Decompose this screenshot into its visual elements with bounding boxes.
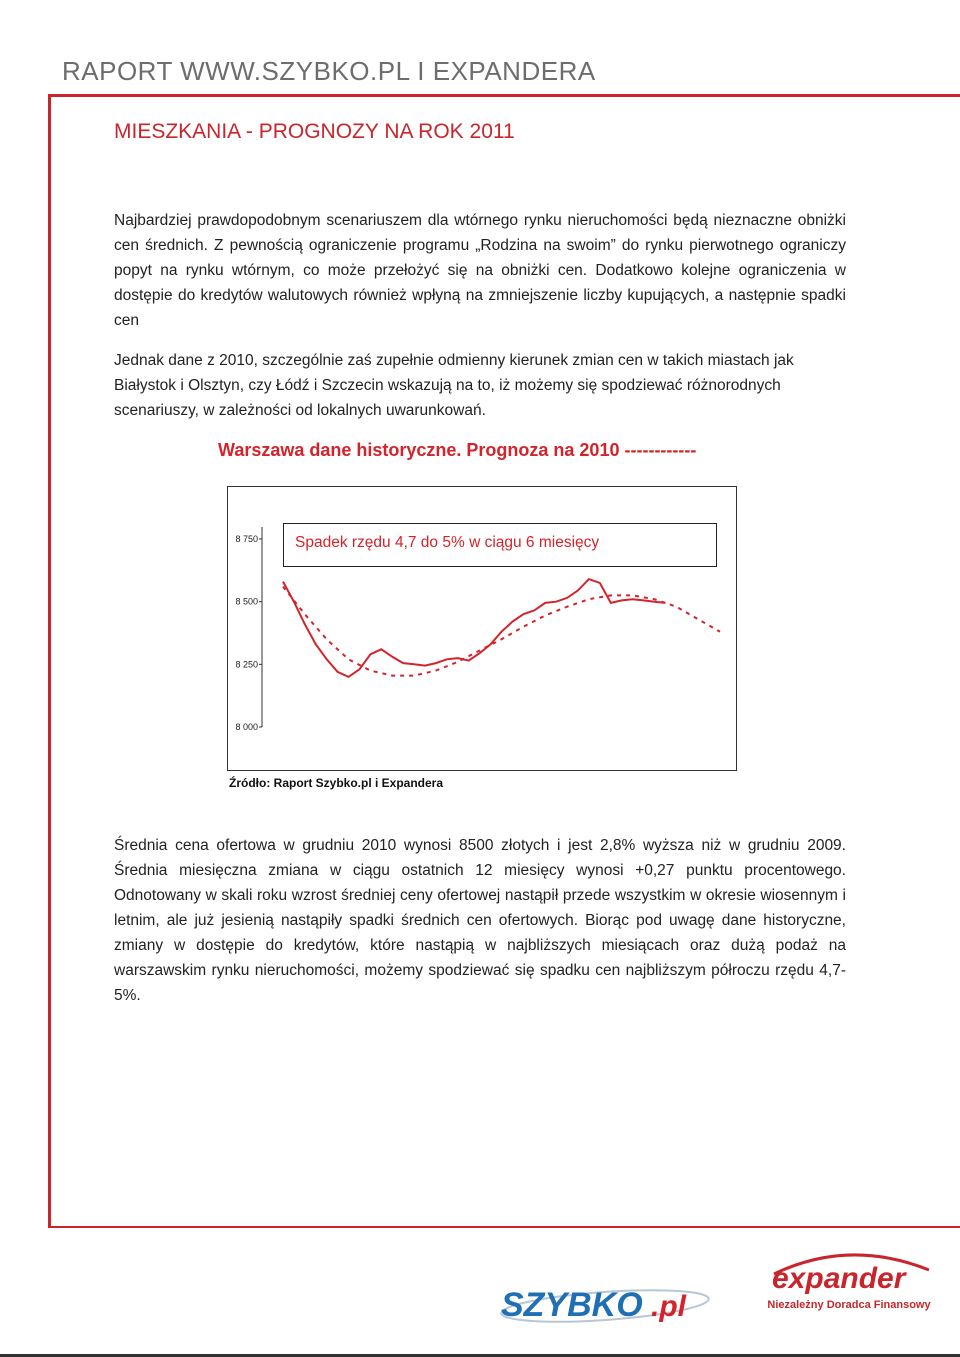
y-tick-label: 8 250 <box>235 659 258 670</box>
chart-annotation-box <box>283 523 717 567</box>
svg-text:expander: expander <box>772 1262 906 1295</box>
frame-top-border <box>48 94 960 97</box>
frame-left-border <box>48 94 51 1228</box>
szybko-logo <box>495 1280 715 1328</box>
svg-text:SZYBKO: SZYBKO <box>501 1286 643 1324</box>
y-tick-label: 8 500 <box>235 596 258 607</box>
historical-price-line <box>283 579 665 677</box>
szybko-logo-graphic <box>495 1280 715 1328</box>
chart-source: Źródło: Raport Szybko.pl i Expandera <box>229 776 444 790</box>
paragraph-december-price-summary: Średnia cena ofertowa w grudniu 2010 wynosi 8500 złotych i jest 2,8% wyższa niż w grudniu 2009. Średnia miesięczna zmiana w ciągu ostatnich 12 miesięcy wynosi +0,27 punktu procentowego. Odnotowany w skali roku wzrost średniej ceny ofertowej nastąpił przede wszystkim w okresie wiosennym i letnim, ale już jesienią nastąpiły spadki średnich cen ofertowych. Biorąc pod uwagę dane historyczne, zmiany w dostępie do kredytów, które nastąpią w najbliższych miesiącach oraz dużą podaż na warszawskim rynku nieruchomości, możemy spodziewać się spadku cen najbliższym półroczu rzędu 4,7-5%. <box>114 837 846 1004</box>
y-tick-label: 8 750 <box>235 534 258 544</box>
section-title: MIESZKANIA - PROGNOZY NA ROK 2011 <box>114 120 515 143</box>
report-header-title: RAPORT WWW.SZYBKO.PL I EXPANDERA <box>62 56 596 86</box>
chart-annotation-text: Spadek rzędu 4,7 do 5% w ciągu 6 miesięcy <box>295 534 600 551</box>
paragraph-2010-data: Jednak dane z 2010, szczególnie zaś zupełnie odmienny kierunek zmian cen w takich miastach jak Białystok i Olsztyn, czy Łódź i Szczecin wskazują na to, iż możemy się spodziewać różnorodnych scenariuszy, w zależności od lokalnych uwarunkowań. <box>114 352 794 419</box>
expander-tagline: Niezależny Doradca Finansowy <box>767 1299 931 1311</box>
paragraph-forecast-secondary-market: Najbardziej prawdopodobnym scenariuszem dla wtórnego rynku nieruchomości będą nieznaczne obniżki cen średnich. Z pewnością ograniczenie programu „Rodzina na swoim” do rynku pierwotnego ograniczy popyt na rynku wtórnym, co może przełożyć się na obniżki cen. Dodatkowo kolejne ograniczenia w dostępie do kredytów walutowych również wpłyną na zmniejszenie liczby kupujących, a następnie spadki cen <box>114 212 846 329</box>
svg-text:.pl: .pl <box>651 1290 686 1323</box>
y-tick-label: 8 000 <box>235 722 258 732</box>
frame-bottom-border <box>48 1226 960 1228</box>
expander-logo <box>764 1250 934 1320</box>
expander-logo-graphic <box>764 1250 934 1298</box>
y-tick-group <box>235 534 262 732</box>
chart-title: Warszawa dane historyczne. Prognoza na 2010 ------------ <box>218 440 697 460</box>
